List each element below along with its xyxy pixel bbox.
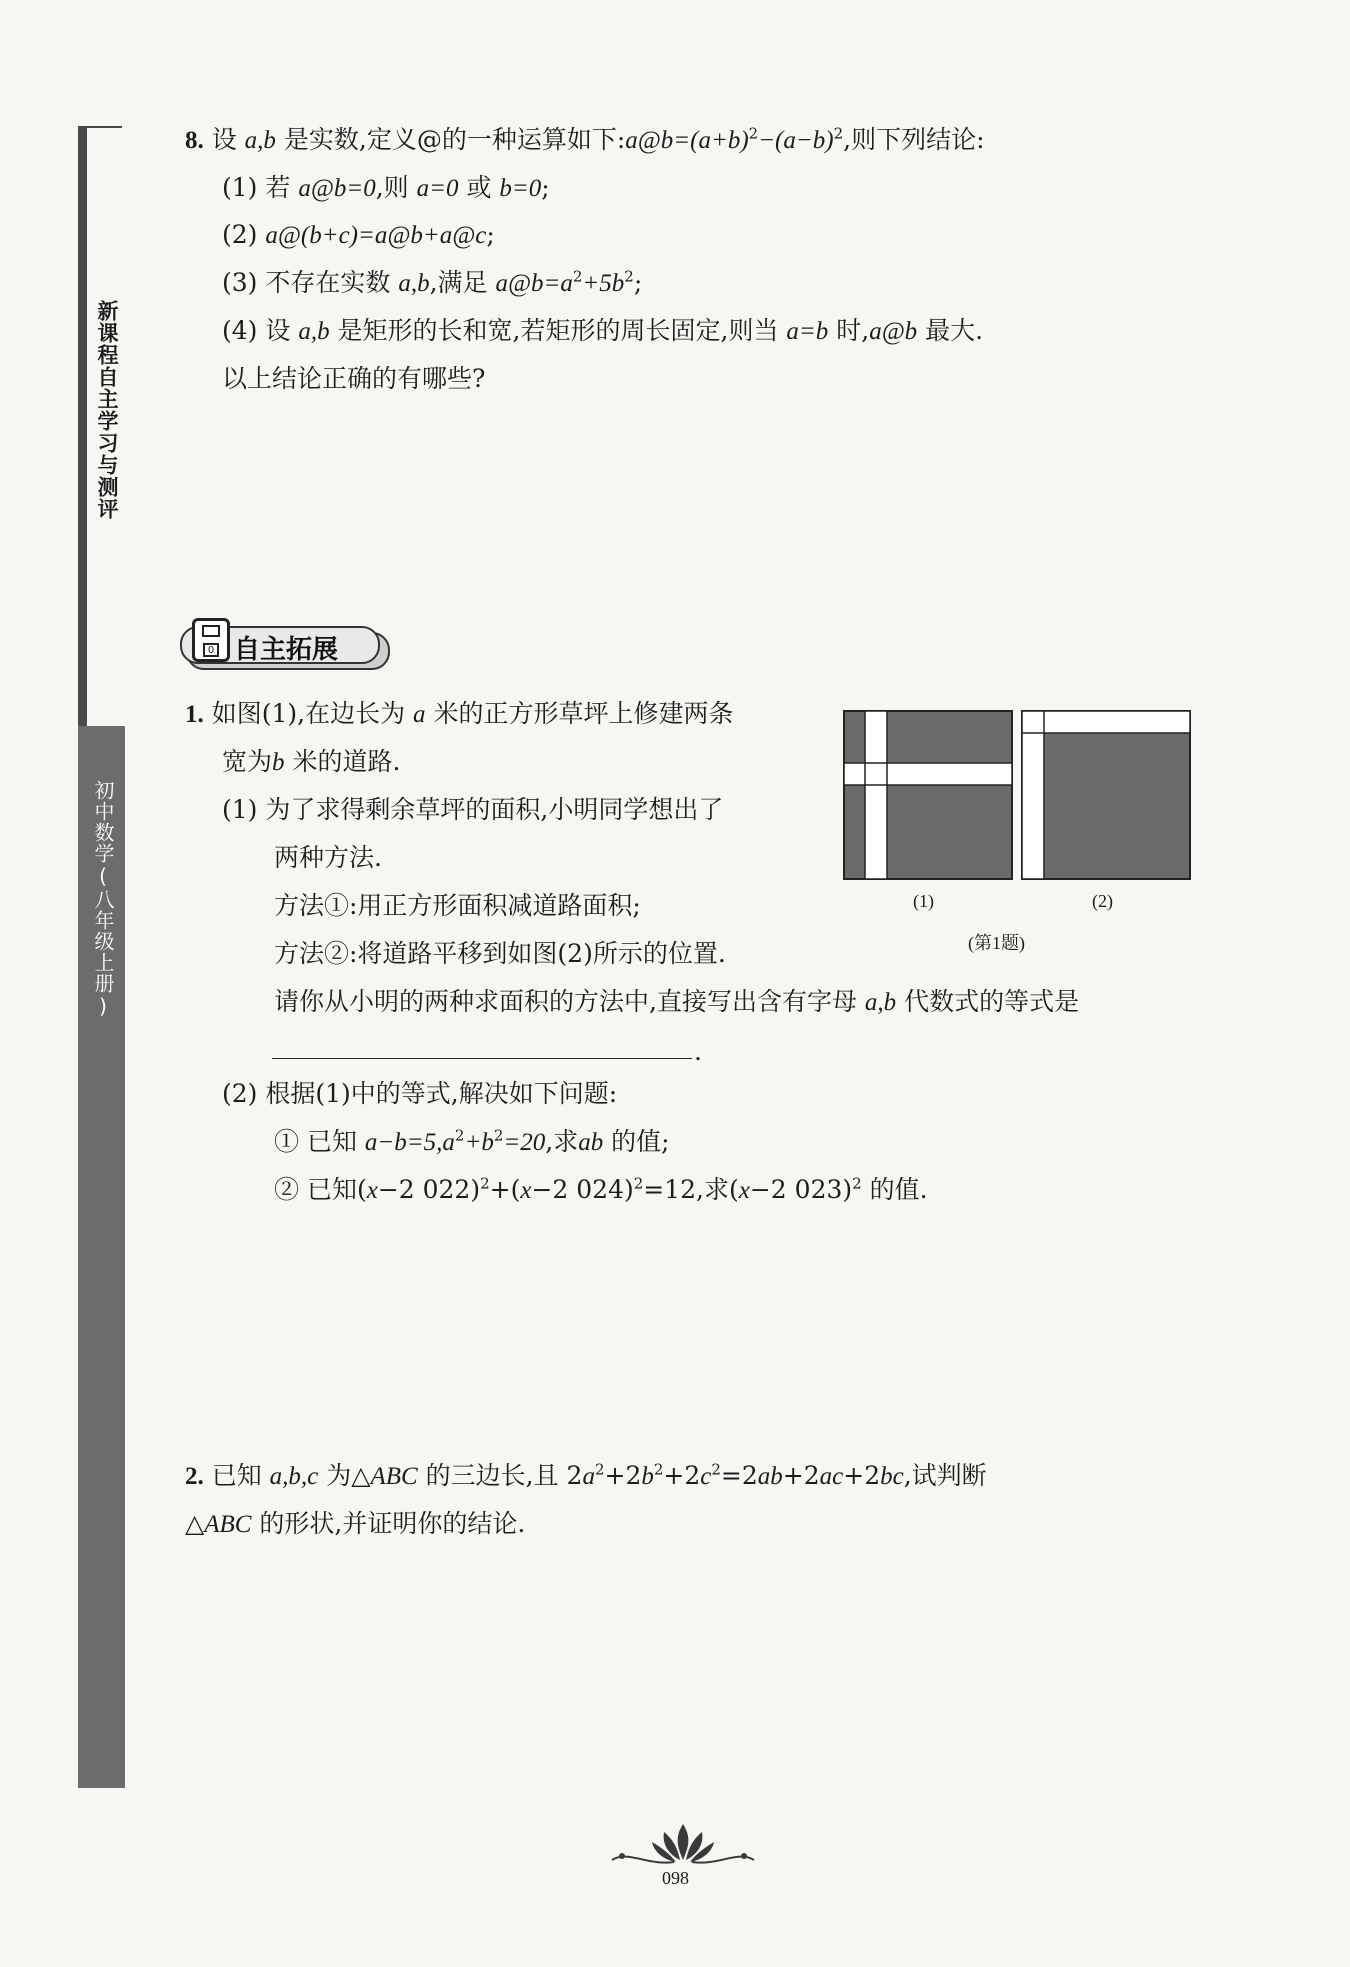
sup: 2 xyxy=(480,1174,490,1193)
q8-item4-text3: 时, xyxy=(836,316,870,345)
p1-sub-2 xyxy=(274,1174,928,1207)
p1-sub2-text: ② 已知( xyxy=(274,1175,367,1204)
p2-triangle-name: ABC xyxy=(370,1463,418,1490)
sup: 2 xyxy=(748,124,759,143)
p1-sub2-text2: −2 022) xyxy=(377,1175,481,1204)
p1-part2 xyxy=(222,1078,617,1110)
q8-stem-text: 设 xyxy=(211,125,237,154)
p2-b: b xyxy=(641,1463,654,1490)
p1-part1 xyxy=(222,794,723,826)
p1-method-2: 方法②:将道路平移到如图(2)所示的位置. xyxy=(274,939,726,968)
q8-item3-text2: ,满足 xyxy=(429,268,488,297)
q8-item3-math3: +5b xyxy=(582,270,625,297)
figure-1 xyxy=(843,710,1013,880)
p1-part1-text: 为了求得剩余草坪的面积,小明同学想出了 xyxy=(265,795,724,824)
figure-caption: (第1题) xyxy=(968,933,1025,953)
p1-sub2-var2: x xyxy=(520,1177,532,1204)
sup: 2 xyxy=(852,1174,862,1193)
p1-ask-text2: 代数式的等式是 xyxy=(904,987,1080,1016)
q8-item1-text3: 或 xyxy=(466,173,492,202)
q8-item1-text2: ,则 xyxy=(375,173,409,202)
sup: 2 xyxy=(633,1174,644,1193)
q8-formula: a@b=(a+b) xyxy=(625,127,749,154)
sup: 2 xyxy=(833,124,844,143)
sup: 2 xyxy=(594,1460,605,1479)
q8-item4-text4: 最大. xyxy=(925,316,984,345)
q8-item4-math2: a=b xyxy=(786,318,829,345)
p1-part1-line2: 两种方法. xyxy=(274,843,382,872)
p2-text3: 的三边长,且 2 xyxy=(425,1461,583,1490)
sup: 2 xyxy=(711,1460,721,1479)
p1-sub2-text5: =12,求( xyxy=(643,1175,739,1204)
q8-stem-tail: ,则下列结论: xyxy=(843,125,985,154)
p1-line-2 xyxy=(222,746,400,779)
p2-line-2 xyxy=(185,1508,525,1541)
q8-item4-text2: 是矩形的长和宽,若矩形的周长固定,则当 xyxy=(337,316,779,345)
p2-vars: a,b,c xyxy=(269,1463,319,1490)
p2-bc: bc xyxy=(880,1463,904,1490)
p1-number: 1. xyxy=(185,701,204,728)
q8-item1-label: (1) xyxy=(222,173,258,202)
p2-ab: ab xyxy=(757,1463,783,1490)
q8-item1-math2: a=0 xyxy=(416,175,459,202)
sup: 2 xyxy=(653,1460,664,1479)
p1-sub2-text3: +( xyxy=(489,1175,521,1204)
q8-item4-label: (4) xyxy=(222,316,258,345)
q8-item-1 xyxy=(222,172,550,205)
p1-sub2-var: x xyxy=(366,1177,378,1204)
q8-item3-math: a,b xyxy=(398,270,430,297)
sidebar-series-title: 新课程自主学习与测评 xyxy=(95,300,119,520)
p2-line-1 xyxy=(185,1460,987,1493)
p2-text2: 为△ xyxy=(326,1461,371,1490)
section-title: 自主拓展 xyxy=(234,635,339,665)
figure-2-label: (2) xyxy=(1092,891,1113,911)
q8-item-3 xyxy=(222,267,642,300)
p1-part2-text: 根据(1)中的等式,解决如下问题: xyxy=(265,1079,618,1108)
q8-item4-text: 设 xyxy=(265,316,291,345)
p1-sub2-text4: −2 024) xyxy=(531,1175,634,1204)
floppy-disk-icon xyxy=(192,618,230,662)
p2-plus4: +2 xyxy=(843,1461,881,1490)
answer-blank[interactable] xyxy=(272,1058,692,1059)
p2-text5: 的形状,并证明你的结论. xyxy=(259,1509,526,1538)
q8-item4-math: a,b xyxy=(298,318,330,345)
q8-number: 8. xyxy=(185,127,204,154)
p1-sub-1 xyxy=(274,1126,670,1159)
q8-stem-vars: a,b xyxy=(244,127,276,154)
p1-ask-vars: a,b xyxy=(864,989,897,1016)
page-number: 098 xyxy=(662,1868,689,1888)
q8-stem xyxy=(185,124,985,157)
p2-plus: +2 xyxy=(604,1461,642,1490)
sup: 2 xyxy=(624,267,634,286)
p1-line2-text2: 米的道路. xyxy=(292,747,401,776)
q8-item1-math3: b=0 xyxy=(499,175,542,202)
q8-item1-math: a@b=0 xyxy=(298,175,376,202)
p1-line1-text: 如图(1),在边长为 xyxy=(211,699,406,728)
p2-a: a xyxy=(582,1463,595,1490)
p1-line1-text2: 米的正方形草坪上修建两条 xyxy=(433,699,734,728)
sup: 2 xyxy=(572,267,583,286)
p1-sub1-math: a−b=5,a xyxy=(364,1129,455,1156)
sup: 2 xyxy=(454,1126,465,1145)
q8-formula2: −(a−b) xyxy=(758,127,834,154)
q8-item4-math3: a@b xyxy=(869,318,918,345)
p1-line1-var: a xyxy=(413,701,426,728)
figure-2 xyxy=(1021,710,1191,880)
p1-method-1: 方法①:用正方形面积减道路面积; xyxy=(274,891,641,920)
p2-triangle-name2: ABC xyxy=(204,1511,252,1538)
p1-ask xyxy=(274,986,1079,1019)
p1-sub1-math2: +b xyxy=(464,1129,494,1156)
p2-number: 2. xyxy=(185,1463,204,1490)
p1-sub1-text: ① 已知 xyxy=(274,1127,357,1156)
q8-item2-math: a@(b+c)=a@b+a@c xyxy=(265,222,487,249)
q8-item-2 xyxy=(222,219,495,252)
q8-item3-text: 不存在实数 xyxy=(265,268,391,297)
p1-line-1 xyxy=(185,698,734,731)
figure-1-label: (1) xyxy=(913,891,934,911)
p1-sub2-var3: x xyxy=(738,1177,750,1204)
q8-item1-text: 若 xyxy=(265,173,291,202)
section-header xyxy=(180,618,390,668)
p2-text: 已知 xyxy=(211,1461,262,1490)
p1-part1-label: (1) xyxy=(222,795,258,824)
p1-ask-text: 请你从小明的两种求面积的方法中,直接写出含有字母 xyxy=(274,987,857,1016)
sup: 2 xyxy=(493,1126,504,1145)
p1-sub1-text3: 的值; xyxy=(611,1127,670,1156)
q8-item2-end: ; xyxy=(486,220,495,249)
q8-item3-end: ; xyxy=(633,268,643,297)
q8-item3-label: (3) xyxy=(222,268,258,297)
q8-item1-end: ; xyxy=(541,173,550,202)
p2-plus2: +2 xyxy=(663,1461,701,1490)
p1-sub1-math3: =20 xyxy=(503,1129,546,1156)
blank-end: . xyxy=(694,1037,702,1066)
footer-ornament-icon xyxy=(608,1820,758,1872)
p2-text4: ,试判断 xyxy=(903,1461,987,1490)
q8-stem-text2: 是实数,定义@的一种运算如下: xyxy=(283,125,626,154)
q8-item-4 xyxy=(222,315,983,348)
p2-c: c xyxy=(700,1463,712,1490)
p2-eq: =2 xyxy=(720,1461,758,1490)
p1-sub1-math4: ab xyxy=(578,1129,604,1156)
p2-plus3: +2 xyxy=(782,1461,820,1490)
p1-sub2-text7: 的值. xyxy=(869,1175,928,1204)
p2-ac: ac xyxy=(819,1463,844,1490)
sidebar-book-title: 初中数学(八年级上册) xyxy=(91,780,115,1019)
q8-conclusion: 以上结论正确的有哪些? xyxy=(222,364,486,393)
p1-line2-text: 宽为 xyxy=(222,747,273,776)
p1-sub2-text6: −2 023) xyxy=(749,1175,853,1204)
p1-sub1-text2: ,求 xyxy=(545,1127,579,1156)
q8-item2-label: (2) xyxy=(222,220,258,249)
q8-item3-math2: a@b=a xyxy=(495,270,573,297)
p1-part2-label: (2) xyxy=(222,1079,258,1108)
p2-triangle-symbol: △ xyxy=(185,1509,205,1538)
p1-line2-var: b xyxy=(272,749,285,776)
